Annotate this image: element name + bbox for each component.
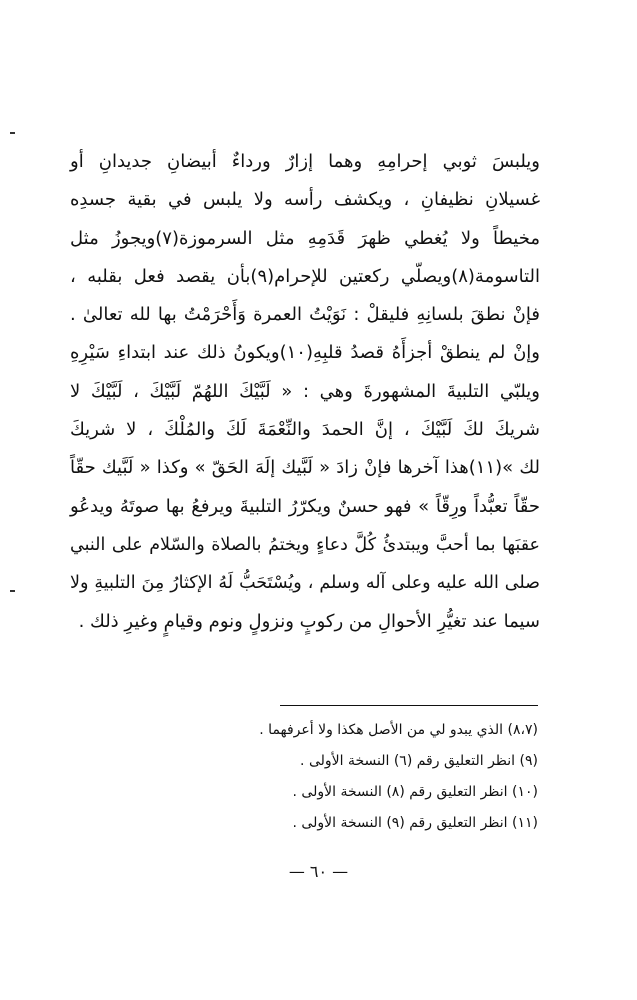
text-line: سيما عند تغيُّرِ الأحوالِ من ركوبٍ ونزولٍ ونوم وقيامٍ وغيرِ ذلك .	[78, 610, 540, 632]
scan-mark	[10, 132, 15, 134]
footnote: (٩) انظر التعليق رقم (٦) النسخة الأولى .	[300, 753, 538, 769]
text-line: فإنْ نطقَ بلسانِهِ فليقلْ : نَوَيْتُ العمرة وَأَحْرَمْتُ بها لله تعالىٰ .	[70, 304, 540, 326]
text-line: مخيطاً ولا يُغطي ظهرَ قَدَمِهِ مثل السرموزة(٧)ويجوزُ مثل	[70, 227, 541, 249]
text-line: لك »(١١)هذا آخرها فإنْ زادَ « لَبَّيك إلَهَ الحَقّ » وكذا « لَبَّيك حقّاً	[70, 457, 540, 479]
footnote: (٨،٧) الذي يبدو لي من الأصل هكذا ولا أعرفهما .	[259, 722, 538, 738]
footnote-divider	[280, 705, 538, 706]
text-line: حقّاً تعبُّداً ورِقّاً » فهو حسنٌ ويكرّرُ التلبيةَ ويرفعُ بها صوتَهُ ويدعُو	[70, 495, 540, 517]
footnotes	[200, 715, 538, 839]
text-line: عقبَها بما أحبَّ ويبتدئُ كُلَّ دعاءٍ ويختمُ بالصلاة والسّلام على النبي	[70, 534, 540, 555]
text-line: ويلبسَ ثوبي إحرامِهِ وهما إزارٌ ورداءٌ أبيضانِ جديدانِ أو	[70, 151, 540, 172]
footnote: (١٠) انظر التعليق رقم (٨) النسخة الأولى .	[292, 784, 538, 800]
text-line: غسيلانِ نظيفانِ ، ويكشف رأسه ولا يلبس في بقية جسدِه	[70, 189, 540, 211]
text-line: وإنْ لم ينطقْ أجزأَهُ قصدُ قلبِهِ(١٠)ويكونُ ذلك عند ابتداءِ سَيْرِهِ	[70, 342, 540, 364]
footnote: (١١) انظر التعليق رقم (٩) النسخة الأولى .	[292, 815, 538, 831]
page-number: — ٦٠ —	[288, 862, 349, 881]
text-line: التاسومة(٨)ويصلّي ركعتين للإحرام(٩)بأن يقصد فعل بقلبه ،	[70, 265, 540, 287]
text-line: شريكَ لكَ لَبَّيْكَ ، إنَّ الحمدَ والنِّعْمَةَ لَكَ والمُلْكَ ، لا شريكَ	[70, 419, 540, 441]
scan-mark	[10, 590, 15, 592]
text-line: ويلبّي التلبيةَ المشهورةَ وهي : « لَبَّيْكَ اللهُمّ لَبَّيْكَ ، لَبَّيْكَ لا	[70, 380, 540, 402]
text-line: صلى الله عليه وعلى آله وسلم ، ويُسْتَحَبُّ لَهُ الإكثارُ مِنَ التلبيةِ ولا	[70, 573, 540, 594]
main-text-block	[70, 143, 540, 641]
